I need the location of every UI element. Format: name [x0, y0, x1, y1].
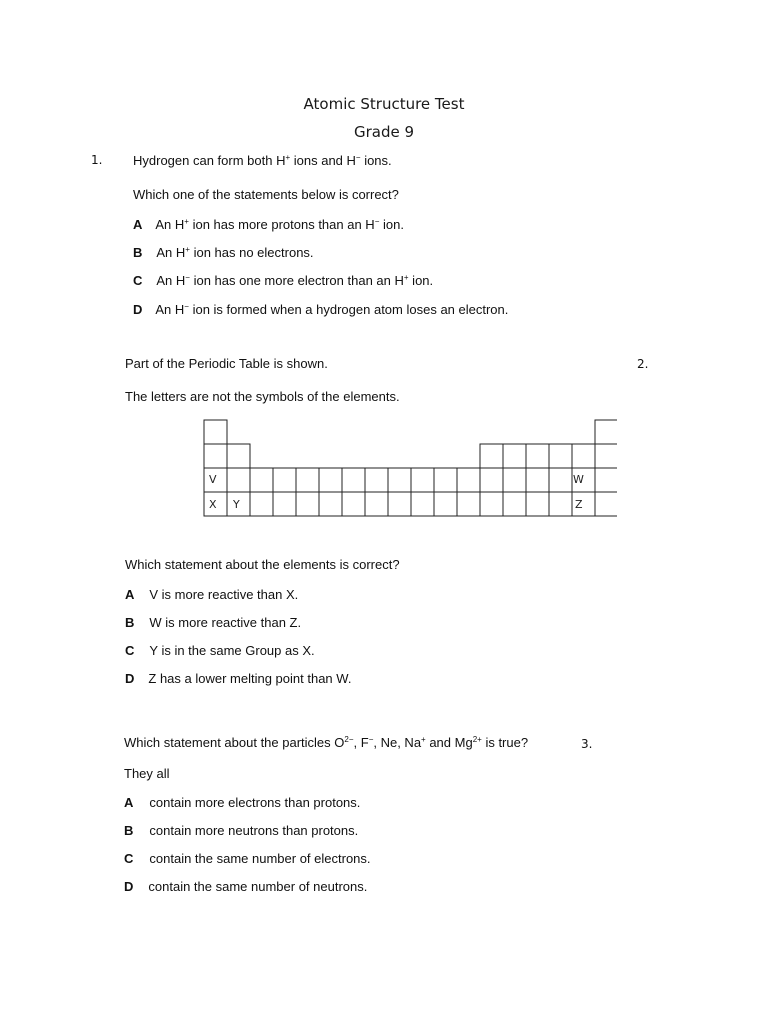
periodic-table-cell: [411, 468, 434, 492]
element-label-x: X: [209, 498, 217, 511]
periodic-table-cell: [204, 420, 227, 444]
periodic-table-cell: [434, 492, 457, 516]
question-2-prompt: Which statement about the elements is correct?: [125, 557, 400, 572]
periodic-table-cell: [319, 468, 342, 492]
periodic-table-cell: [503, 444, 526, 468]
element-label-v: V: [209, 473, 217, 486]
periodic-table-cell: [250, 468, 273, 492]
element-label-z: Z: [575, 498, 583, 511]
periodic-table-cell: [503, 492, 526, 516]
question-2-option-b[interactable]: B W is more reactive than Z.: [125, 615, 302, 630]
question-1-number: 1.: [91, 153, 103, 167]
question-3-lead: They all: [124, 766, 170, 781]
periodic-table-cell: [572, 444, 595, 468]
question-1-prompt: Which one of the statements below is correct?: [133, 187, 399, 202]
element-label-y: Y: [233, 498, 240, 511]
periodic-table-cell: [480, 444, 503, 468]
periodic-table-cell: [549, 492, 572, 516]
periodic-table-cell: [480, 492, 503, 516]
periodic-table-cell: [296, 468, 319, 492]
question-2-intro: Part of the Periodic Table is shown.: [125, 356, 328, 371]
periodic-table-cell: [204, 444, 227, 468]
periodic-table-cell: [388, 468, 411, 492]
periodic-table-cell: [342, 492, 365, 516]
question-2-option-d[interactable]: D Z has a lower melting point than W.: [125, 671, 352, 686]
periodic-table-cell: [595, 420, 617, 444]
question-2-number: 2.: [637, 357, 649, 371]
periodic-table-cell: [549, 468, 572, 492]
periodic-table-cell: [342, 468, 365, 492]
page-title: Atomic Structure Test: [303, 95, 465, 113]
question-3-option-a[interactable]: A contain more electrons than protons.: [124, 795, 361, 810]
periodic-table-cell: [365, 468, 388, 492]
periodic-table-cell: [273, 468, 296, 492]
periodic-table-cell: [227, 468, 250, 492]
periodic-table-cell: [411, 492, 434, 516]
periodic-table-cell: [503, 468, 526, 492]
question-1-option-c[interactable]: C An H− ion has one more electron than an H+ ion.: [133, 273, 434, 288]
question-3-stem: Which statement about the particles $O^{2-}$, F−, Ne, Na+ and $Mg^{2+}$ is true?: [124, 735, 529, 750]
periodic-table-cell: [296, 492, 319, 516]
question-2-option-a[interactable]: A V is more reactive than X.: [125, 587, 299, 602]
periodic-table-cell: [388, 492, 411, 516]
question-3-option-b[interactable]: B contain more neutrons than protons.: [124, 823, 359, 838]
question-3-number: 3.: [581, 737, 593, 751]
periodic-table-cell: [549, 444, 572, 468]
periodic-table-cell: [365, 492, 388, 516]
question-2-option-c[interactable]: C Y is in the same Group as X.: [125, 643, 315, 658]
periodic-table-cell: [595, 444, 617, 468]
grade-subtitle: Grade 9: [353, 123, 415, 141]
periodic-table-cells: [204, 420, 617, 516]
question-1-stem: Hydrogen can form both H+ ions and H− ions.: [133, 153, 392, 168]
periodic-table-cell: [250, 492, 273, 516]
question-2-note: The letters are not the symbols of the elements.: [125, 389, 400, 404]
periodic-table-cell: [319, 492, 342, 516]
element-label-w: W: [573, 473, 584, 486]
periodic-table-cell: [273, 492, 296, 516]
periodic-table-cell: [595, 492, 617, 516]
periodic-table-cell: [227, 444, 250, 468]
periodic-table-cell: [526, 492, 549, 516]
periodic-table-cell: [480, 468, 503, 492]
question-1-option-a[interactable]: A An H+ ion has more protons than an H− ion.: [133, 217, 404, 232]
periodic-table-cell: [595, 468, 617, 492]
periodic-table-cell: [457, 468, 480, 492]
question-3-option-c[interactable]: C contain the same number of electrons.: [124, 851, 371, 866]
periodic-table-cell: [526, 444, 549, 468]
periodic-table-cell: [526, 468, 549, 492]
periodic-table-cell: [434, 468, 457, 492]
question-3-option-d[interactable]: D contain the same number of neutrons.: [124, 879, 368, 894]
periodic-table-figure: [203, 419, 617, 541]
periodic-table-cell: [457, 492, 480, 516]
question-1-option-b[interactable]: B An H+ ion has no electrons.: [133, 245, 314, 260]
question-1-option-d[interactable]: D An H− ion is formed when a hydrogen atom loses an electron.: [133, 302, 509, 317]
